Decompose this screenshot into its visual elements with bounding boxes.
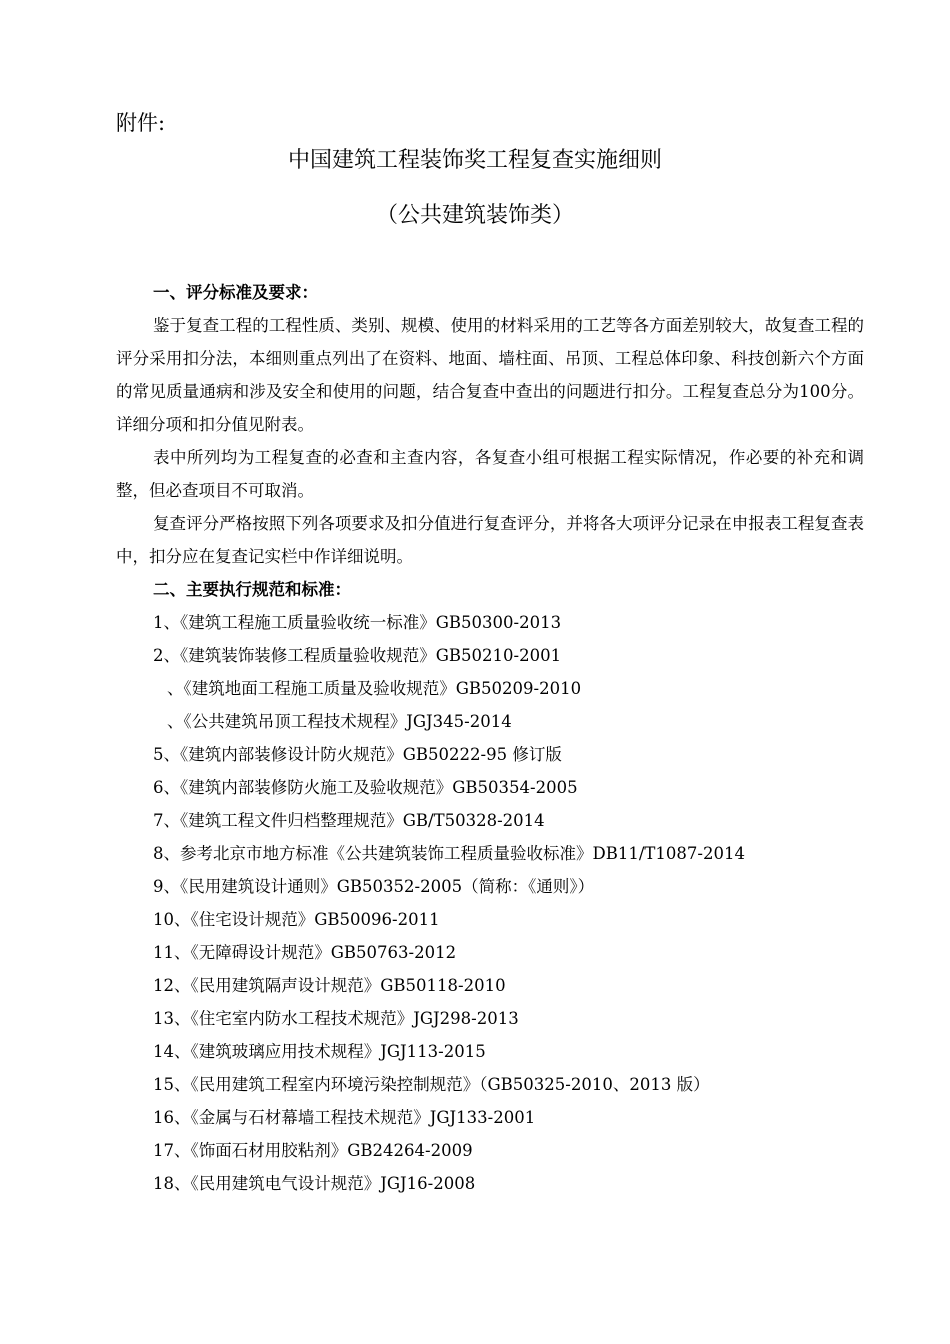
list-item [116,837,864,870]
section-heading-standards: 二、主要执行规范和标准： [153,580,351,599]
list-item-number: 14 [153,1042,174,1061]
list-item-text: 、《民用建筑隔声设计规范》GB50118-2010 [174,976,506,995]
list-item [116,672,864,705]
list-item-number: 18 [153,1174,174,1193]
list-item-text: 、《建筑地面工程施工质量及验收规范》GB50209-2010 [167,679,582,698]
list-item-number: 10 [153,910,174,929]
list-item-text: 、《建筑工程文件归档整理规范》GB/T50328-2014 [163,811,545,830]
list-item [116,936,864,969]
list-item-number: 17 [153,1141,174,1160]
list-item [116,1134,864,1167]
list-item-number: 7 [153,811,164,830]
list-item-text: 、参考北京市地方标准《公共建筑装饰工程质量验收标准》DB11/T1087-2014 [163,844,745,863]
list-item-number: 6 [153,778,164,797]
paragraph: 鉴于复查工程的工程性质、类别、规模、使用的材料采用的工艺等各方面差别较大，故复查工程的评分采用扣分法，本细则重点列出了在资料、地面、墙柱面、吊顶、工程总体印象、科技创新六个方面的常见质量通病和涉及安全和使用的问题，结合复查中查出的问题进行扣分。工程复查总分为100分。详细分项和扣分值见附表。 [116,316,864,434]
list-item-text: 、《住宅室内防水工程技术规范》JGJ298-2013 [174,1009,519,1028]
list-item [116,870,864,903]
list-item [116,969,864,1002]
attachment-label: 附件: [116,111,166,135]
list-item-text: 、《建筑工程施工质量验收统一标准》GB50300-2013 [163,613,562,632]
list-item-number: 1 [153,613,164,632]
list-item-text: 、《金属与石材幕墙工程技术规范》JGJ133-2001 [174,1108,536,1127]
section-heading-scoring: 一、评分标准及要求： [153,283,318,302]
list-item [116,903,864,936]
list-item-number: 16 [153,1108,174,1127]
list-item-text: 、《民用建筑工程室内环境污染控制规范》（GB50325-2010、2013 版） [174,1075,710,1094]
list-item [116,1167,864,1200]
list-item-text: 、《建筑玻璃应用技术规程》JGJ113-2015 [174,1042,486,1061]
list-item [116,1068,864,1101]
list-item [116,738,864,771]
list-item-text: 、《饰面石材用胶粘剂》GB24264-2009 [174,1141,473,1160]
list-item [116,606,864,639]
list-item-text: 、《住宅设计规范》GB50096-2011 [174,910,440,929]
list-item [116,804,864,837]
list-item [116,705,864,738]
list-item-number: 12 [153,976,174,995]
list-item-number: 11 [153,943,174,962]
list-item [116,771,864,804]
paragraph: 表中所列均为工程复查的必查和主查内容，各复查小组可根据工程实际情况，作必要的补充和调整，但必查项目不可取消。 [116,448,864,500]
document-body [116,276,864,1200]
list-item-text: 、《建筑内部装修设计防火规范》GB50222-95 修订版 [163,745,562,764]
list-item [116,1035,864,1068]
list-item [116,1002,864,1035]
list-item-text: 、《公共建筑吊顶工程技术规程》JGJ345-2014 [167,712,512,731]
list-item-text: 、《建筑内部装修防火施工及验收规范》GB50354-2005 [163,778,578,797]
document-subtitle: （公共建筑装饰类） [375,203,574,228]
list-item [116,639,864,672]
list-item-text: 、《民用建筑电气设计规范》JGJ16-2008 [174,1174,476,1193]
paragraph: 复查评分严格按照下列各项要求及扣分值进行复查评分，并将各大项评分记录在申报表工程复查表中，扣分应在复查记实栏中作详细说明。 [116,514,864,566]
list-item-number: 13 [153,1009,174,1028]
document-title: 中国建筑工程装饰奖工程复查实施细则 [287,148,662,173]
list-item-number: 5 [153,745,164,764]
list-item-text: 、《民用建筑设计通则》GB50352-2005（简称：《通则》） [163,877,595,896]
list-item-number: 9 [153,877,164,896]
list-item-number: 15 [153,1075,174,1094]
list-item [116,1101,864,1134]
list-item-text: 、《无障碍设计规范》GB50763-2012 [174,943,457,962]
list-item-text: 、《建筑装饰装修工程质量验收规范》GB50210-2001 [163,646,562,665]
list-item-number: 2 [153,646,164,665]
list-item-number: 8 [153,844,164,863]
